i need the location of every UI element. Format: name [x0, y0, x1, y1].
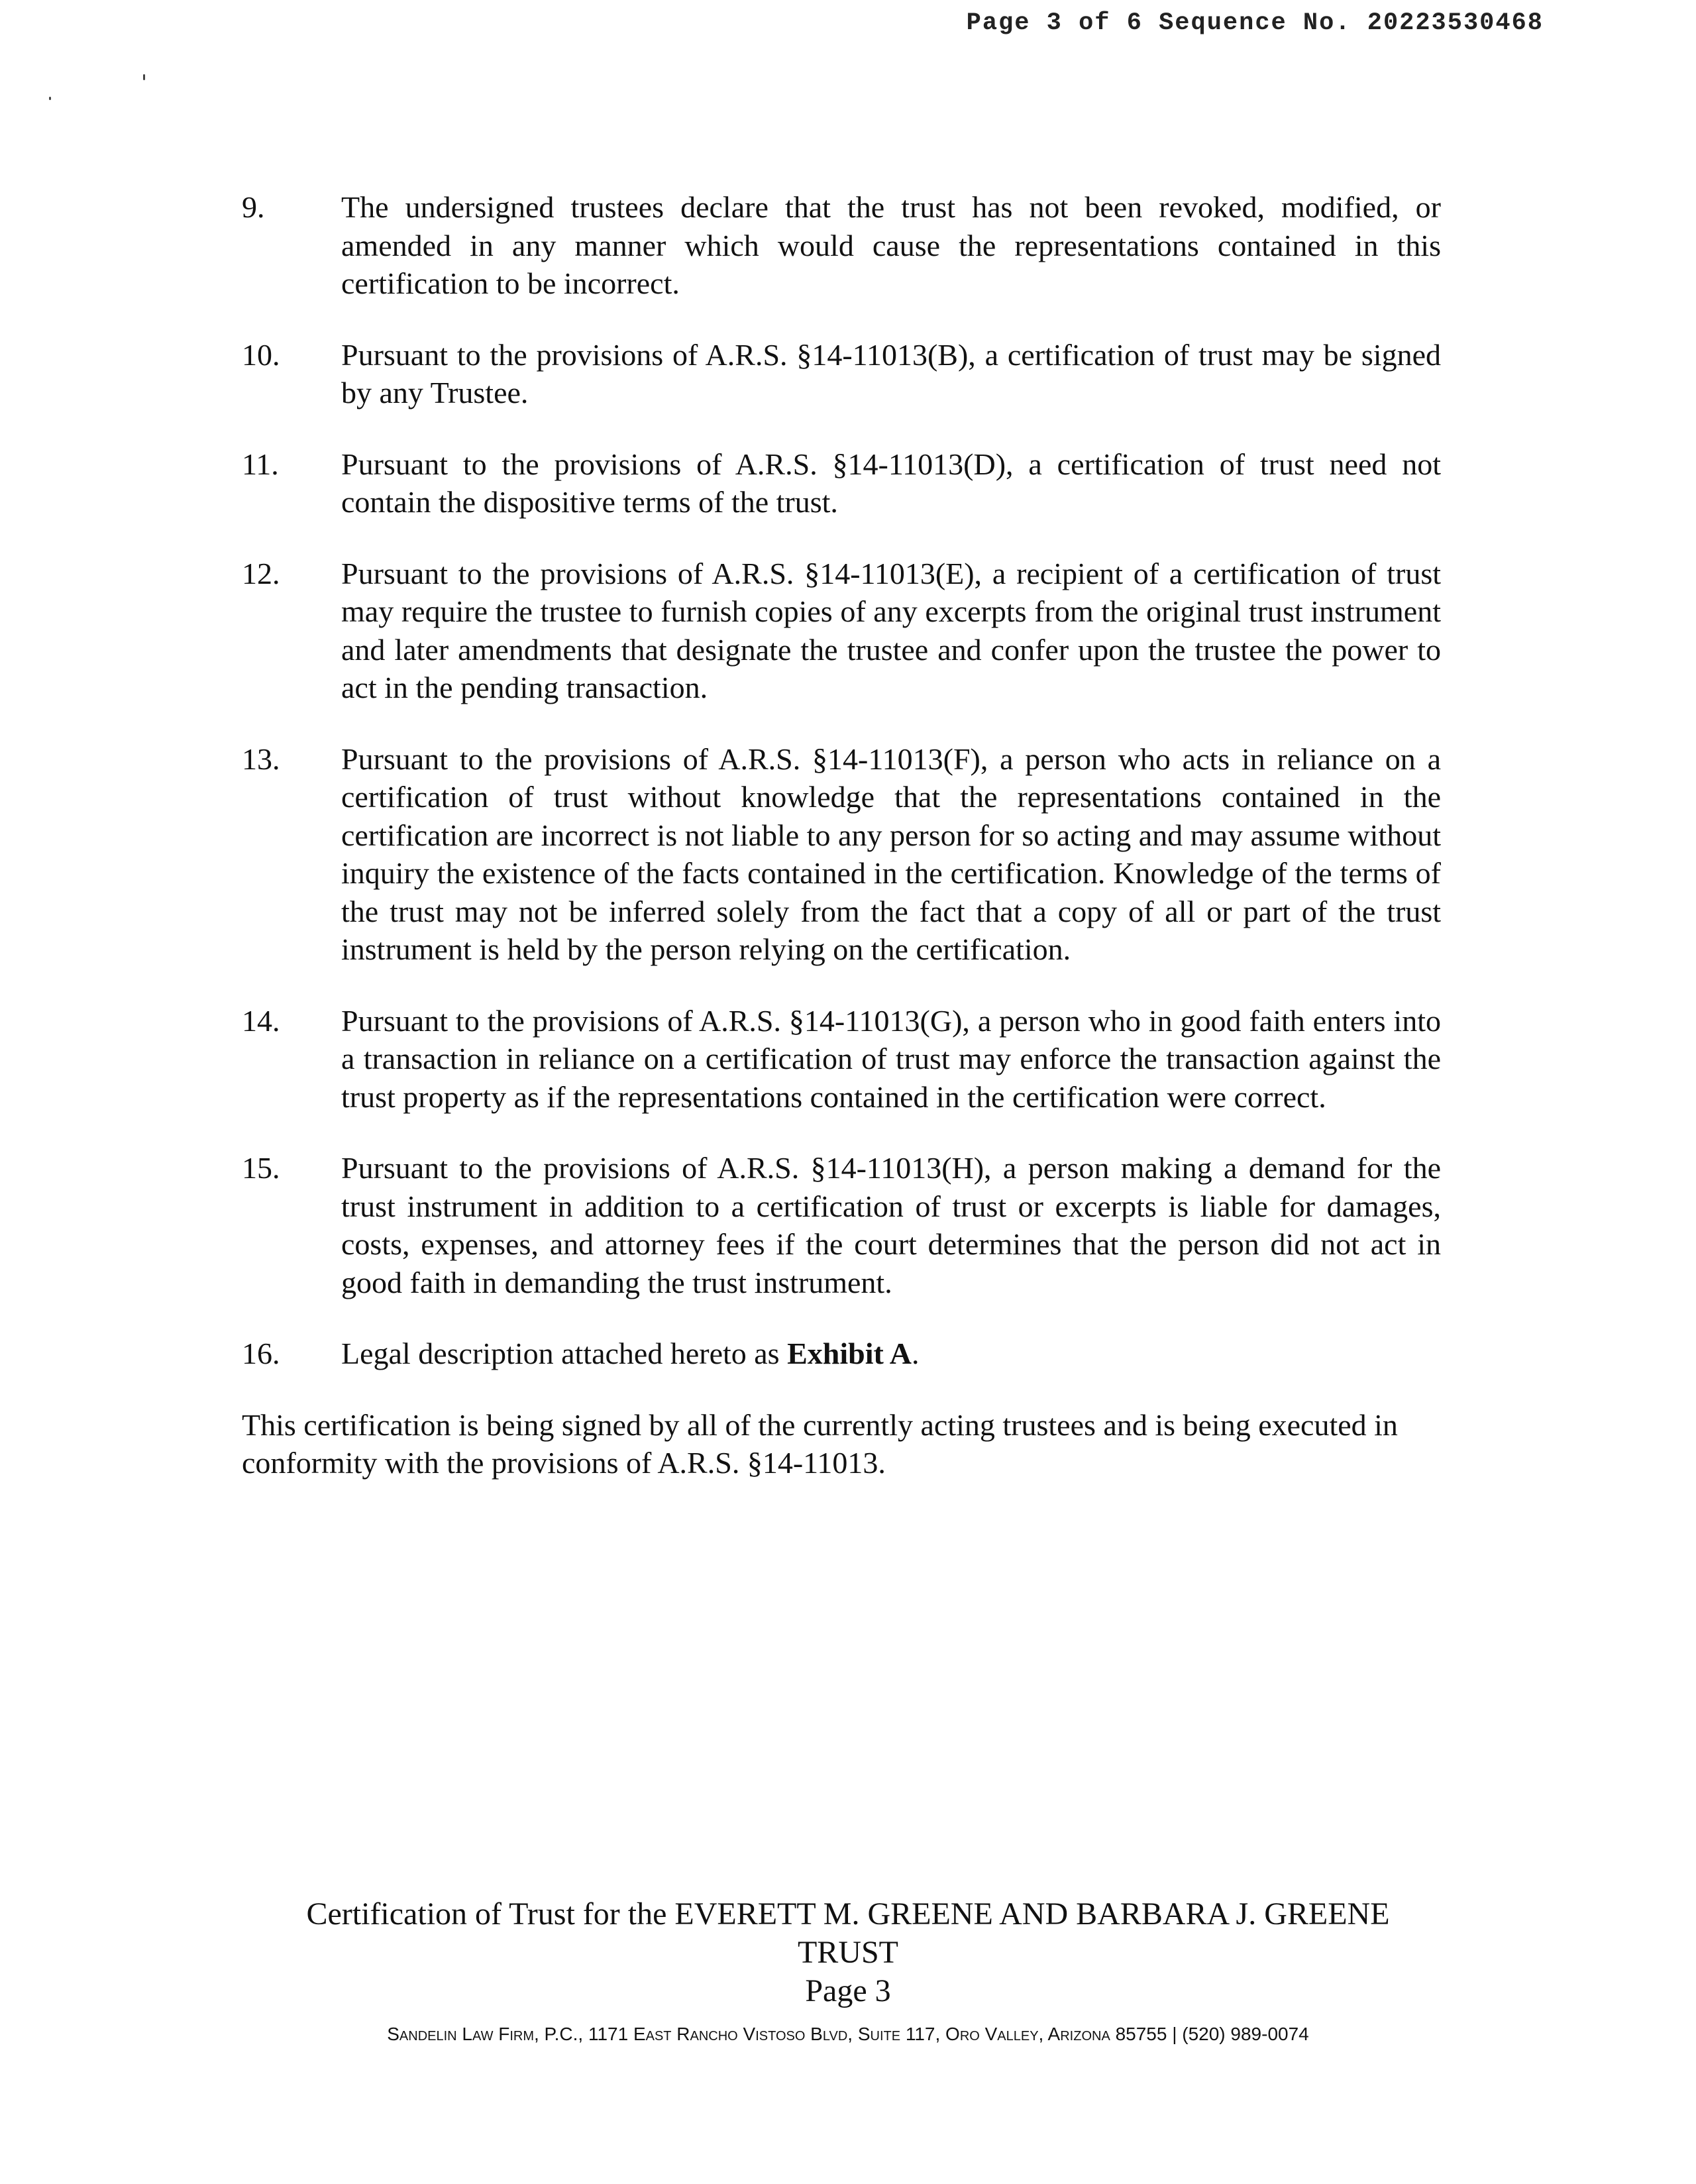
paragraph-text: The undersigned trustees declare that the trust has not been revoked, modified, or amended in any manner which would cause the representations contained in this certification to be incorrect. — [341, 190, 1441, 300]
paragraph-number: 14. — [242, 1003, 280, 1038]
numbered-paragraph-13 — [242, 740, 1441, 969]
numbered-paragraph-11 — [242, 445, 1441, 521]
paragraph-number: 9. — [242, 190, 265, 224]
footer-title: Certification of Trust for the EVERETT M. GREENE AND BARBARA J. GREENE TRUST — [306, 1896, 1390, 1970]
paragraph-text-suffix: . — [912, 1337, 920, 1370]
law-firm-contact-line: Sandelin Law Firm, P.C., 1171 East Rancho Vistoso Blvd, Suite 117, Oro Valley, Arizona 85755 | (520) 989-0074 — [387, 2024, 1309, 2044]
paragraph-number: 15. — [242, 1151, 280, 1185]
document-body — [242, 188, 1441, 1482]
numbered-paragraph-14 — [242, 1002, 1441, 1117]
scan-speck — [143, 74, 145, 80]
paragraph-text: Pursuant to the provisions of A.R.S. §14-11013(E), a recipient of a certification of trust may require the trustee to furnish copies of any excerpts from the original trust instrument and later amendments that designate the trustee and confer upon the trustee the power to act in the pending transaction. — [341, 556, 1441, 704]
paragraph-number: 11. — [242, 447, 279, 481]
footer-page-number: Page 3 — [805, 1973, 891, 2008]
numbered-paragraph-15 — [242, 1149, 1441, 1301]
paragraph-text: Pursuant to the provisions of A.R.S. §14-11013(F), a person who acts in reliance on a certification of trust without knowledge that the representations contained in the certification are incorrect is not liable to any person for so acting and may assume without inquiry the existence of the facts contained in the certification. Knowledge of the terms of the trust may not be inferred solely from the fact that a copy of all or part of the trust instrument is held by the person relying on the certification. — [341, 741, 1441, 966]
document-footer — [0, 1895, 1696, 2010]
paragraph-text: Pursuant to the provisions of A.R.S. §14-11013(G), a person who in good faith enters into a transaction in reliance on a certification of trust may enforce the transaction against the trust property as if the representations contained in the certification were correct. — [341, 1003, 1441, 1114]
numbered-paragraph-12 — [242, 555, 1441, 707]
paragraph-text: Pursuant to the provisions of A.R.S. §14-11013(B), a certification of trust may be signed by any Trustee. — [341, 337, 1441, 410]
paragraph-text: Pursuant to the provisions of A.R.S. §14-11013(D), a certification of trust need not contain the dispositive terms of the trust. — [341, 447, 1441, 519]
paragraph-text — [341, 1335, 1441, 1373]
paragraph-number: 16. — [242, 1337, 280, 1370]
paragraph-number: 13. — [242, 741, 280, 776]
paragraph-text: Pursuant to the provisions of A.R.S. §14-11013(H), a person making a demand for the trust instrument in addition to a certification of trust or excerpts is liable for damages, costs, expenses, and attorney fees if the court determines that the person did not act in good faith in demanding the trust instrument. — [341, 1151, 1441, 1299]
paragraph-number: 12. — [242, 556, 280, 590]
paragraph-text-lead: Legal description attached hereto as — [341, 1337, 788, 1370]
recorder-page-stamp: Page 3 of 6 Sequence No. 20223530468 — [966, 9, 1544, 37]
exhibit-reference: Exhibit A — [787, 1337, 912, 1370]
scan-speck — [49, 97, 51, 100]
numbered-paragraph-9 — [242, 188, 1441, 303]
paragraph-number: 10. — [242, 337, 280, 372]
closing-statement: This certification is being signed by all of the currently acting trustees and is being executed in conformity with the provisions of A.R.S. §14-11013. — [242, 1407, 1398, 1480]
numbered-paragraph-10 — [242, 336, 1441, 412]
numbered-paragraph-16 — [242, 1335, 1441, 1373]
